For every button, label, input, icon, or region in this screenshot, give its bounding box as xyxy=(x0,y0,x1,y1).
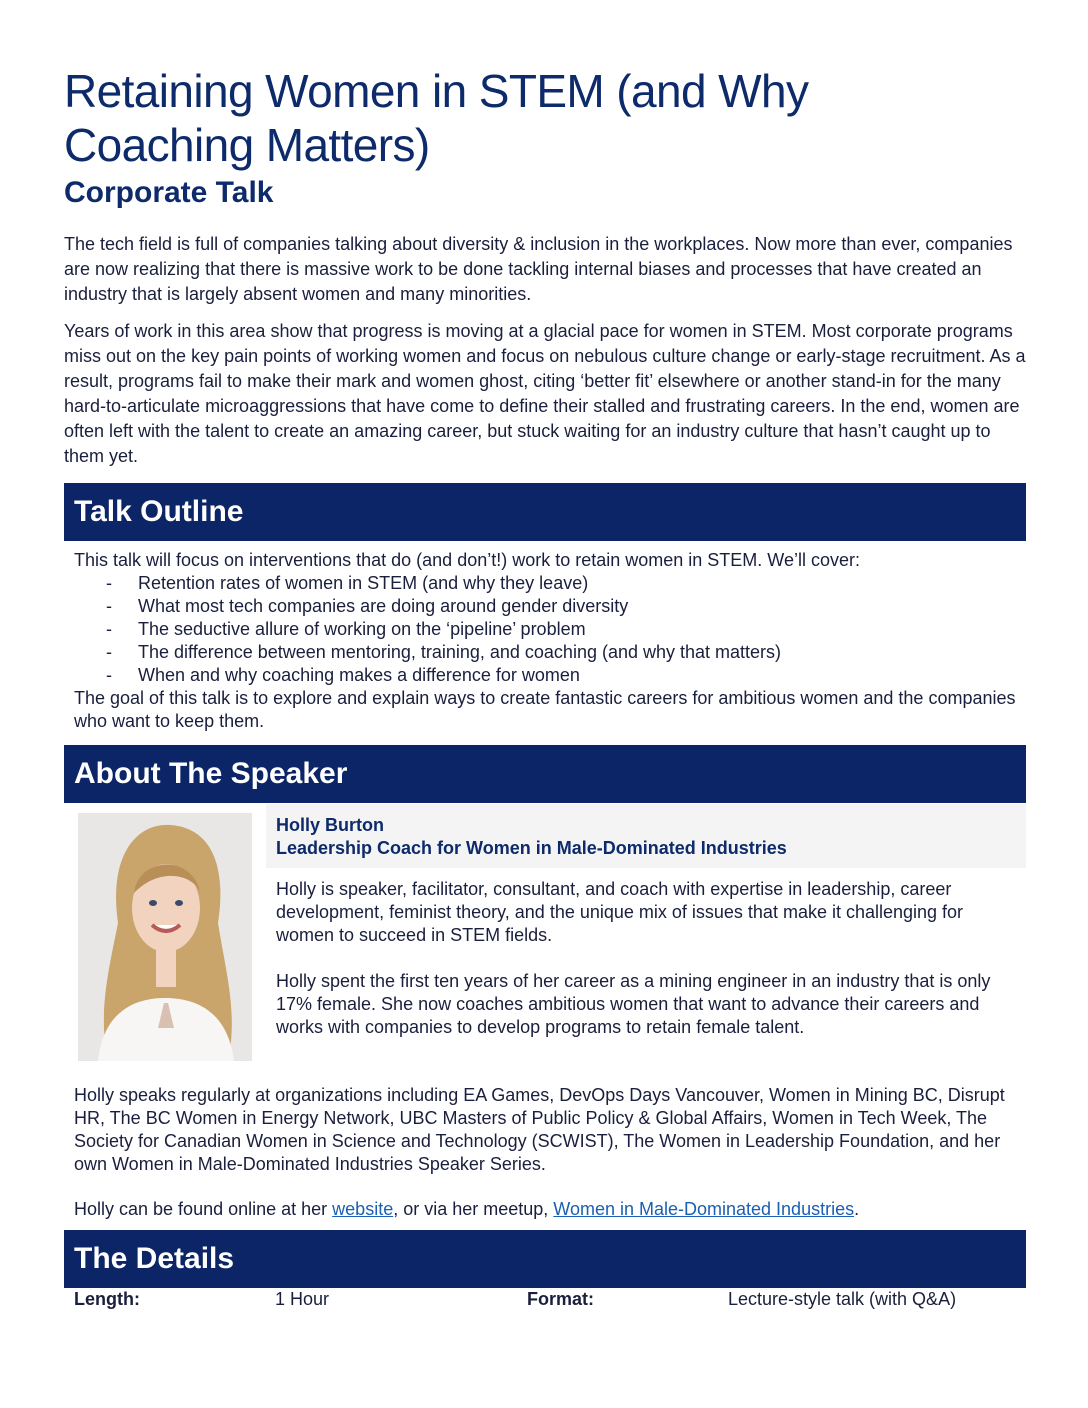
bio-paragraph: Holly spent the first ten years of her career as a mining engineer in an industry that is only 17% female. She now coaches ambitious women that want to advance their careers and works with companies to develop programs to retain female talent. xyxy=(276,971,991,1037)
online-suffix: . xyxy=(854,1199,860,1219)
speaker-photo xyxy=(78,813,252,1061)
list-item xyxy=(74,595,1019,618)
meetup-link[interactable]: Women in Male-Dominated Industries xyxy=(553,1199,855,1219)
intro-paragraph: Years of work in this area show that progress is moving at a glacial pace for women in STEM. Most corporate programs miss out on the key pain points of working women and focus on nebulous culture change or early-stage recruitment. As a result, programs fail to make their mark and women ghost, citing ‘better fit’ elsewhere or another stand-in for the many hard-to-articulate microaggressions that have come to define their stalled and frustrating careers. In the end, women are often left with the talent to create an amazing career, but stuck waiting for an industry culture that hasn’t caught up to them yet. xyxy=(64,321,1026,466)
format-value: Lecture-style talk (with Q&A) xyxy=(728,1289,957,1309)
online-prefix: Holly can be found online at her xyxy=(74,1199,333,1219)
online-paragraph xyxy=(74,1198,1019,1221)
list-dash: - xyxy=(106,573,112,593)
list-dash: - xyxy=(106,642,112,662)
list-item-text: When and why coaching makes a difference for women xyxy=(138,665,580,685)
speaker-name: Holly Burton xyxy=(276,815,384,835)
outline-lead: This talk will focus on interventions that do (and don’t!) work to retain women in STEM. We’ll cover: xyxy=(74,550,860,570)
list-dash: - xyxy=(106,665,112,685)
title-line-1: Retaining Women in STEM (and Why xyxy=(64,65,809,117)
length-value: 1 Hour xyxy=(275,1289,330,1309)
list-item xyxy=(74,572,1019,595)
outline-closing: The goal of this talk is to explore and explain ways to create fantastic careers for ambitious women and the companies who want to keep them. xyxy=(74,688,1016,731)
list-item xyxy=(74,664,1019,687)
intro-paragraph: The tech field is full of companies talking about diversity & inclusion in the workplaces. Now more than ever, companies are now realizing that there is massive work to be done tackling internal biases and processes that have created an industry that is largely absent women and many minorities. xyxy=(64,234,1013,304)
page-title xyxy=(64,64,1026,172)
speaker-bio xyxy=(276,878,1016,1039)
talk-outline-section xyxy=(74,549,1019,733)
online-mid: , or via her meetup, xyxy=(393,1199,554,1219)
talk-outline-heading: Talk Outline xyxy=(64,483,1026,541)
bio-paragraph: Holly is speaker, facilitator, consultant, and coach with expertise in leadership, career development, feminist theory, and the unique mix of issues that make it challenging for women to succeed in STEM fields. xyxy=(276,879,964,945)
list-item-text: The seductive allure of working on the ‘pipeline’ problem xyxy=(138,619,586,639)
list-dash: - xyxy=(106,619,112,639)
details-heading: The Details xyxy=(64,1230,1026,1288)
speaker-role: Leadership Coach for Women in Male-Dominated Industries xyxy=(276,838,787,858)
list-dash: - xyxy=(106,596,112,616)
outline-list xyxy=(74,572,1019,687)
website-link[interactable]: website xyxy=(332,1199,394,1219)
list-item xyxy=(74,641,1019,664)
list-item-text: Retention rates of women in STEM (and why they leave) xyxy=(138,573,589,593)
portrait-image xyxy=(78,813,252,1061)
speaking-section xyxy=(74,1084,1019,1221)
about-speaker-heading: About The Speaker xyxy=(64,745,1026,803)
intro-section xyxy=(64,232,1026,469)
speaking-paragraph: Holly speaks regularly at organizations including EA Games, DevOps Days Vancouver, Women in Mining BC, Disrupt HR, The BC Women in Energy Network, UBC Masters of Public Policy & Global Affairs, Women in Tech Week, The Society for Canadian Women in Science and Technology (SCWIST), The Women in Leadership Foundation, and her own Women in Male-Dominated Industries Speaker Series. xyxy=(74,1085,1005,1174)
document-page xyxy=(64,64,1026,1309)
speaker-name-block xyxy=(266,804,1026,868)
details-row xyxy=(74,1287,1019,1311)
page-subtitle: Corporate Talk xyxy=(64,176,274,209)
format-label: Format: xyxy=(527,1289,594,1309)
list-item-text: What most tech companies are doing around gender diversity xyxy=(138,596,629,616)
list-item-text: The difference between mentoring, training, and coaching (and why that matters) xyxy=(138,642,782,662)
title-line-2: Coaching Matters) xyxy=(64,119,430,171)
list-item xyxy=(74,618,1019,641)
length-label: Length: xyxy=(74,1289,140,1309)
